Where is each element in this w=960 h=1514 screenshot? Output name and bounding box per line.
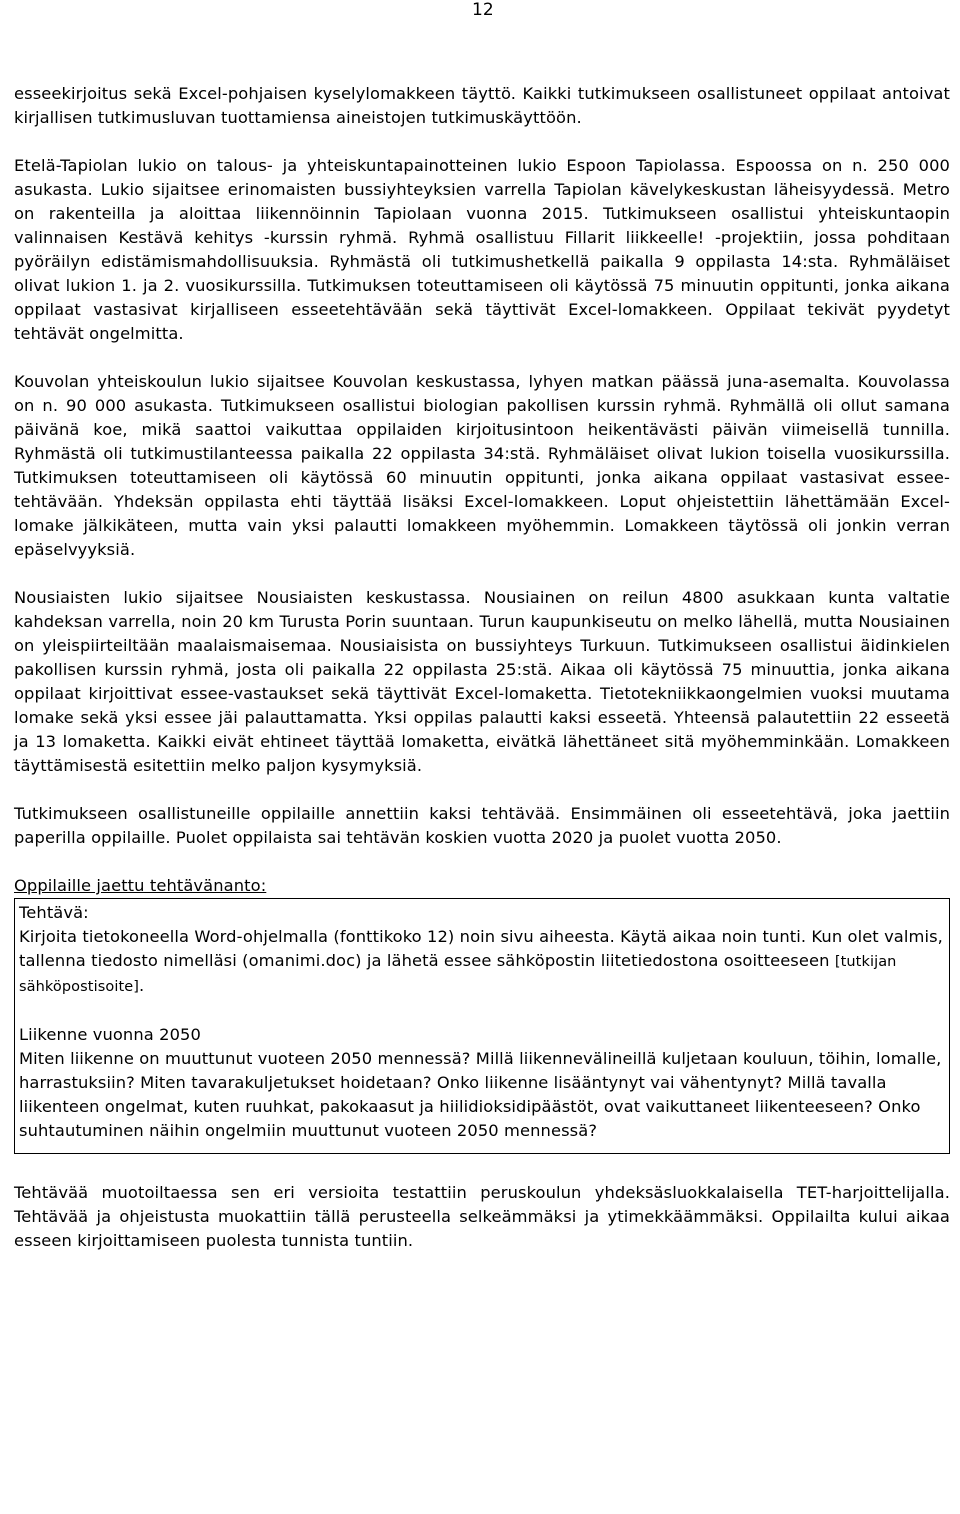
task-spacer (19, 999, 943, 1023)
paragraph-tasks: Tutkimukseen osallistuneille oppilaille annettiin kaksi tehtävää. Ensimmäinen oli esseetehtävä, joka jaettiin paperilla oppilaille. Puolet oppilaista sai tehtävän koskien vuotta 2020 ja puolet vuotta 2050. (14, 804, 950, 847)
task-instructions-text: Kirjoita tietokoneella Word-ohjelmalla (fonttikoko 12) noin sivu aiheesta. Käytä aikaa noin tunti. Kun olet valmis, tallenna tiedosto nimelläsi (omanimi.doc) ja lähetä essee sähköpostin liitetiedostona osoitteeseen (19, 927, 943, 970)
paragraph-etela-tapiola: Etelä-Tapiolan lukio on talous- ja yhteiskuntapainotteinen lukio Espoon Tapiolassa. Espoossa on n. 250 000 asukasta. Lukio sijaitsee erinomaisten bussiyhteyksien varrella Tapiolan kävelykeskustan läheisyydessä. Metro on rakenteilla ja aloittaa liikennöinnin Tapiolaan vuonna 2015. Tutkimukseen osallistui yhteiskuntaopin valinnaisen Kestävä kehitys -kurssin ryhmä. Ryhmä osallistuu Fillarit liikkeelle! -projektiin, jossa pohditaan pyöräilyn edistämismahdollisuuksia. Ryhmästä oli tutkimushetkellä paikalla 9 oppilasta 14:sta. Ryhmäläiset olivat lukion 1. ja 2. vuosikurssilla. Tutkimuksen toteuttamiseen oli käytössä 75 minuutin oppitunti, jonka aikana oppilaat vastasivat kirjalliseen esseetehtävään sekä täyttivät Excel-lomakkeen. Oppilaat tekivät pyydetyt tehtävät ongelmitta. (14, 156, 950, 343)
task-instructions (19, 925, 943, 999)
handout-heading: Oppilaille jaettu tehtävänanto: (14, 876, 267, 895)
page-number: 12 (472, 0, 494, 20)
email-placeholder: [tutkijan sähköpostisoite] (19, 954, 897, 995)
topic-title: Liikenne vuonna 2050 (19, 1025, 201, 1044)
task-label: Tehtävä: (19, 903, 89, 922)
task-instructions-end: . (139, 976, 145, 995)
paragraph-kouvola: Kouvolan yhteiskoulun lukio sijaitsee Kouvolan keskustassa, lyhyen matkan päässä juna-asemalta. Kouvolassa on n. 90 000 asukasta. Tutkimukseen osallistui biologian pakollisen kurssin ryhmä. Ryhmällä oli ollut samana päivänä koe, mikä saattoi vaikuttaa oppilaiden kirjoitusintoon heikentävästi päivän viimeisellä tunnilla. Ryhmästä oli tutkimustilanteessa paikalla 22 oppilasta 34:stä. Ryhmäläiset olivat lukion toisella vuosikurssilla. Tutkimuksen toteuttamiseen oli käytössä 60 minuutin oppitunti, jonka aikana oppilaat vastasivat essee-tehtävään. Yhdeksän oppilasta ehti täyttää lisäksi Excel-lomakkeen. Loput ohjeistettiin lähettämään Excel-lomake jälkikäteen, mutta vain yksi palautti lomakkeen myöhemmin. Lomakkeen täytössä oli jonkin verran epäselvyyksiä. (14, 372, 950, 559)
paragraph-intro: esseekirjoitus sekä Excel-pohjaisen kyselylomakkeen täyttö. Kaikki tutkimukseen osallistuneet oppilaat antoivat kirjallisen tutkimusluvan tuottamiensa aineistojen tutkimuskäyttöön. (14, 84, 950, 127)
paragraph-nousiainen: Nousiaisten lukio sijaitsee Nousiaisten keskustassa. Nousiainen on reilun 4800 asukkaan kunta valtatie kahdeksan varrella, noin 20 km Turusta Porin suuntaan. Turun kaupunkiseutu on melko lähellä, mutta Nousiainen on yleispiirteiltään maalaismaisemaa. Nousiaisista on bussiyhteys Turkuun. Tutkimukseen osallistui äidinkielen pakollisen kurssin ryhmä, josta oli paikalla 22 oppilasta 25:stä. Aikaa oli käytössä 75 minuuttia, jonka aikana oppilaat kirjoittivat essee-vastaukset sekä täyttivät Excel-lomaketta. Tietotekniikkaongelmien vuoksi muutama lomake sekä yksi essee jäi palauttamatta. Yksi oppilas palautti kaksi esseetä. Yhteensä palautettiin 22 esseetä ja 13 lomaketta. Kaikki eivät ehtineet täyttää lomaketta, eivätkä lähettäneet sitä myöhemminkään. Lomakkeen täyttämisestä esitettiin melko paljon kysymyksiä. (14, 588, 950, 775)
topic-questions: Miten liikenne on muuttunut vuoteen 2050 mennessä? Millä liikennevälineillä kuljetaan kouluun, töihin, lomalle, harrastuksiin? Miten tavarakuljetukset hoidetaan? Onko liikenne lisääntynyt vai vähentynyt? Millä tavalla liikenteen ongelmat, kuten ruuhkat, pakokaasut ja hiilidioksidipäästöt, ovat vaikuttaneet liikenteeseen? Onko suhtautuminen näihin ongelmiin muuttunut vuoteen 2050 mennessä? (19, 1049, 942, 1140)
task-box (14, 898, 950, 1154)
document-body (14, 82, 950, 1277)
paragraph-closing: Tehtävää muotoiltaessa sen eri versioita testattiin peruskoulun yhdeksäsluokkalaisella TET-harjoittelijalla. Tehtävää ja ohjeistusta muokattiin tällä perusteella selkeämmäksi ja ytimekkäämmäksi. Oppilailta kului aikaa esseen kirjoittamiseen puolesta tunnista tuntiin. (14, 1183, 950, 1250)
